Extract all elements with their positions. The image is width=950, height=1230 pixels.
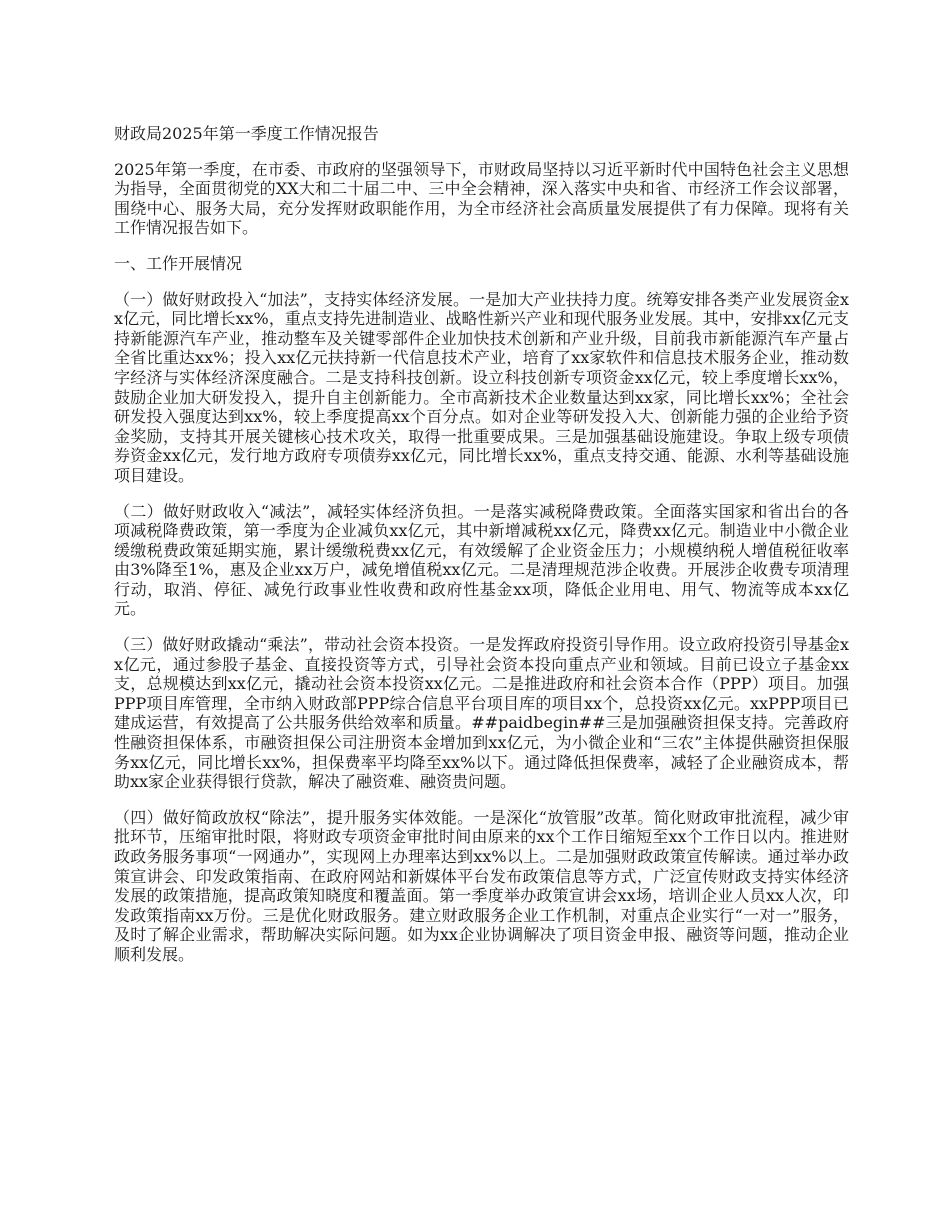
paragraph-1: （一）做好财政投入“加法”，支持实体经济发展。一是加大产业扶持力度。统筹安排各类产业发展资金xx亿元，同比增长xx%，重点支持先进制造业、战略性新兴产业和现代服务业发展。其中，安排xx亿元支持新能源汽车产业，推动整车及关键零部件企业加快技术创新和产业升级，目前我市新能源汽车产量占全省比重达xx%；投入xx亿元扶持新一代信息技术产业，培育了xx家软件和信息技术服务企业，推动数字经济与实体经济深度融合。二是支持科技创新。设立科技创新专项资金xx亿元，较上季度增长xx%，鼓励企业加大研发投入，提升自主创新能力。全市高新技术企业数量达到xx家，同比增长xx%；全社会研发投入强度达到xx%，较上季度提高xx个百分点。如对企业等研发投入大、创新能力强的企业给予资金奖励，支持其开展关键核心技术攻关，取得一批重要成果。三是加强基础设施建设。争取上级专项债券资金xx亿元，发行地方政府专项债券xx亿元，同比增长xx%，重点支持交通、能源、水利等基础设施项目建设。: [114, 289, 849, 485]
document-title: 财政局2025年第一季度工作情况报告: [114, 124, 379, 143]
document-page: [114, 124, 849, 981]
paragraph-3: （三）做好财政撬动“乘法”，带动社会资本投资。一是发挥政府投资引导作用。设立政府投资引导基金xx亿元，通过参股子基金、直接投资等方式，引导社会资本投向重点产业和领域。目前已设立子基金xx支，总规模达到xx亿元，撬动社会资本投资xx亿元。二是推进政府和社会资本合作（PPP）项目。加强PPP项目库管理，全市纳入财政部PPP综合信息平台项目库的项目xx个，总投资xx亿元。xxPPP项目已建成运营，有效提高了公共服务供给效率和质量。##paidbegin##三是加强融资担保支持。完善政府性融资担保体系，市融资担保公司注册资本金增加到xx亿元，为小微企业和“三农”主体提供融资担保服务xx亿元，同比增长xx%，担保费率平均降至xx%以下。通过降低担保费率，减轻了企业融资成本，帮助xx家企业获得银行贷款，解决了融资难、融资贵问题。: [114, 635, 849, 792]
section-heading: 一、工作开展情况: [114, 253, 243, 273]
paragraph-2: （二）做好财政收入“减法”，减轻实体经济负担。一是落实减税降费政策。全面落实国家和省出台的各项减税降费政策，第一季度为企业减负xx亿元，其中新增减税xx亿元，降费xx亿元。制造业中小微企业缓缴税费政策延期实施，累计缓缴税费xx亿元，有效缓解了企业资金压力；小规模纳税人增值税征收率由3%降至1%，惠及企业xx万户，减免增值税xx亿元。二是清理规范涉企收费。开展涉企收费专项清理行动，取消、停征、减免行政事业性收费和政府性基金xx项，降低企业用电、用气、物流等成本xx亿元。: [114, 501, 849, 619]
paragraph-4: （四）做好简政放权“除法”，提升服务实体效能。一是深化“放管服”改革。简化财政审批流程，减少审批环节，压缩审批时限，将财政专项资金审批时间由原来的xx个工作日缩短至xx个工作日以内。推进财政政务服务事项“一网通办”，实现网上办理率达到xx%以上。二是加强财政政策宣传解读。通过举办政策宣讲会、印发政策指南、在政府网站和新媒体平台发布政策信息等方式，广泛宣传财政支持实体经济发展的政策措施，提高政策知晓度和覆盖面。第一季度举办政策宣讲会xx场，培训企业人员xx人次，印发政策指南xx万份。三是优化财政服务。建立财政服务企业工作机制，对重点企业实行“一对一”服务，及时了解企业需求，帮助解决实际问题。如为xx企业协调解决了项目资金申报、融资等问题，推动企业顺利发展。: [114, 807, 849, 964]
intro-paragraph: 2025年第一季度，在市委、市政府的坚强领导下，市财政局坚持以习近平新时代中国特色社会主义思想为指导，全面贯彻党的XX大和二十届二中、三中全会精神，深入落实中央和省、市经济工作会议部署，围绕中心、服务大局，充分发挥财政职能作用，为全市经济社会高质量发展提供了有力保障。现将有关工作情况报告如下。: [114, 159, 849, 238]
